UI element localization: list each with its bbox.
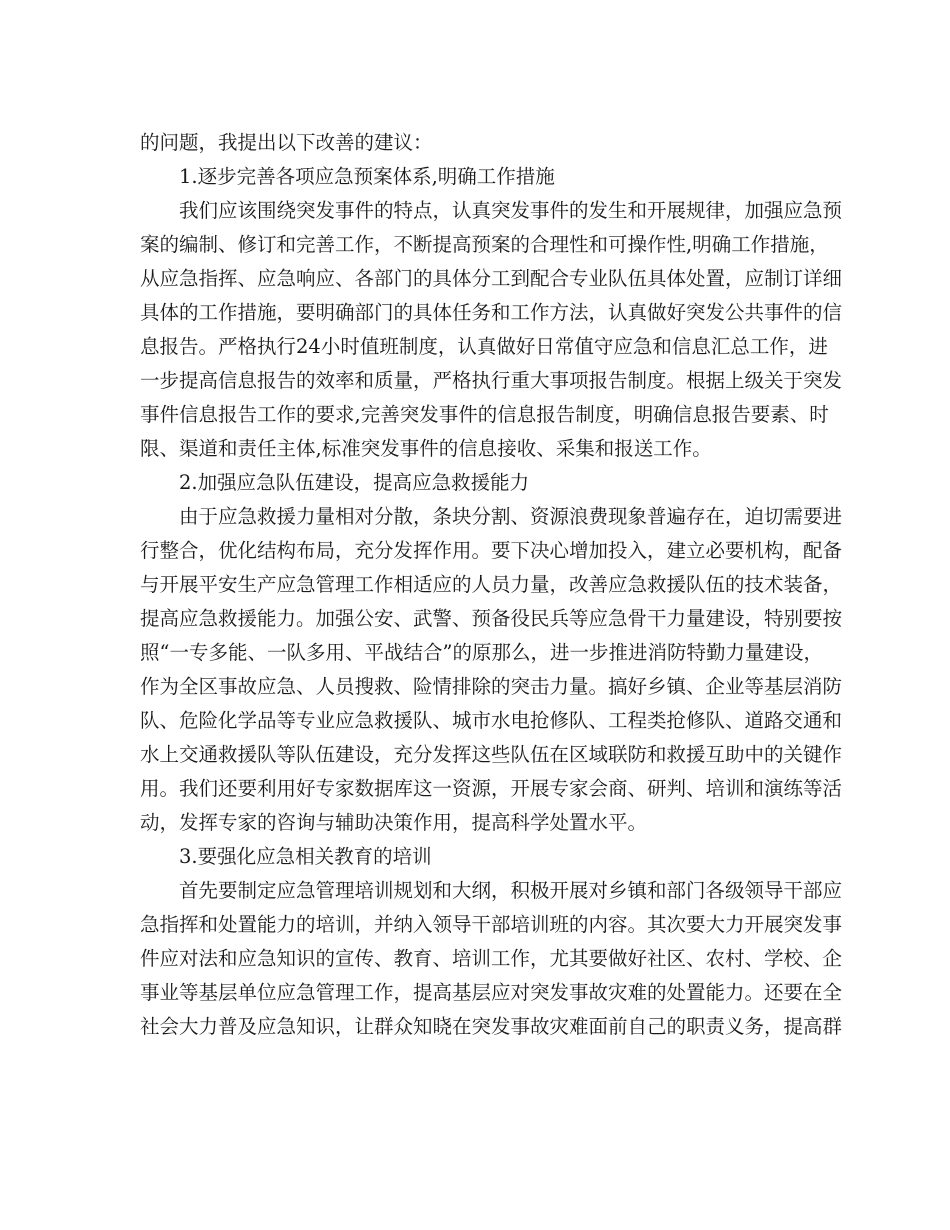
paragraph-line: 用。我们还要利用好专家数据库这一资源，开展专家会商、研判、培训和演练等活 [140, 777, 843, 800]
paragraph-line: 事业等基层单位应急管理工作，提高基层应对突发事故灾难的处置能力。还要在全 [140, 981, 843, 1004]
paragraph-line: 首先要制定应急管理培训规划和大纲，积极开展对乡镇和部门各级领导干部应 [179, 879, 843, 902]
paragraph-line: 作为全区事故应急、人员搜救、险情排除的突击力量。搞好乡镇、企业等基层消防 [140, 675, 843, 698]
paragraph-line: 我们应该围绕突发事件的特点，认真突发事件的发生和开展规律，加强应急预 [179, 199, 843, 222]
paragraph-line: 行整合，优化结构布局，充分发挥作用。要下决心增加投入，建立必要机构，配备 [140, 539, 843, 562]
paragraph-line: 具体的工作措施，要明确部门的具体任务和工作方法，认真做好突发公共事件的信 [140, 301, 843, 324]
paragraph-line: 照“一专多能、一队多用、平战结合”的原那么，进一步推进消防特勤力量建设， [140, 641, 823, 664]
paragraph-line: 事件信息报告工作的要求,完善突发事件的信息报告制度，明确信息报告要素、时 [140, 403, 829, 426]
paragraph-line: 急指挥和处置能力的培训，并纳入领导干部培训班的内容。其次要大力开展突发事 [140, 913, 843, 936]
section-heading-3: 3.要强化应急相关教育的培训 [179, 845, 432, 868]
section-heading-2: 2.加强应急队伍建设，提高应急救援能力 [179, 471, 530, 494]
paragraph-line: 限、渠道和责任主体,标准突发事件的信息接收、采集和报送工作。 [140, 437, 712, 460]
paragraph-line: 由于应急救援力量相对分散，条块分割、资源浪费现象普遍存在，迫切需要进 [179, 505, 843, 528]
paragraph-line: 息报告。严格执行24小时值班制度，认真做好日常值守应急和信息汇总工作，进 [140, 335, 828, 358]
paragraph-line: 案的编制、修订和完善工作，不断提高预案的合理性和可操作性,明确工作措施， [140, 233, 829, 256]
section-heading-1: 1.逐步完善各项应急预案体系,明确工作措施 [179, 165, 555, 188]
paragraph-line: 动，发挥专家的咨询与辅助决策作用，提高科学处置水平。 [140, 811, 648, 834]
body-text [140, 126, 843, 1044]
paragraph-line: 件应对法和应急知识的宣传、教育、培训工作，尤其要做好社区、农村、学校、企 [140, 947, 843, 970]
paragraph-line: 的问题，我提出以下改善的建议： [140, 131, 433, 154]
paragraph-line: 与开展平安生产应急管理工作相适应的人员力量，改善应急救援队伍的技术装备， [140, 573, 843, 596]
paragraph-line: 社会大力普及应急知识，让群众知晓在突发事故灾难面前自己的职责义务，提高群 [140, 1015, 843, 1038]
paragraph-line: 一步提高信息报告的效率和质量，严格执行重大事项报告制度。根据上级关于突发 [140, 369, 843, 392]
paragraph-line: 从应急指挥、应急响应、各部门的具体分工到配合专业队伍具体处置，应制订详细 [140, 267, 843, 290]
paragraph-line: 水上交通救援队等队伍建设，充分发挥这些队伍在区域联防和救援互助中的关键作 [140, 743, 843, 766]
paragraph-line: 提高应急救援能力。加强公安、武警、预备役民兵等应急骨干力量建设，特别要按 [140, 607, 843, 630]
paragraph-line: 队、危险化学品等专业应急救援队、城市水电抢修队、工程类抢修队、道路交通和 [140, 709, 843, 732]
